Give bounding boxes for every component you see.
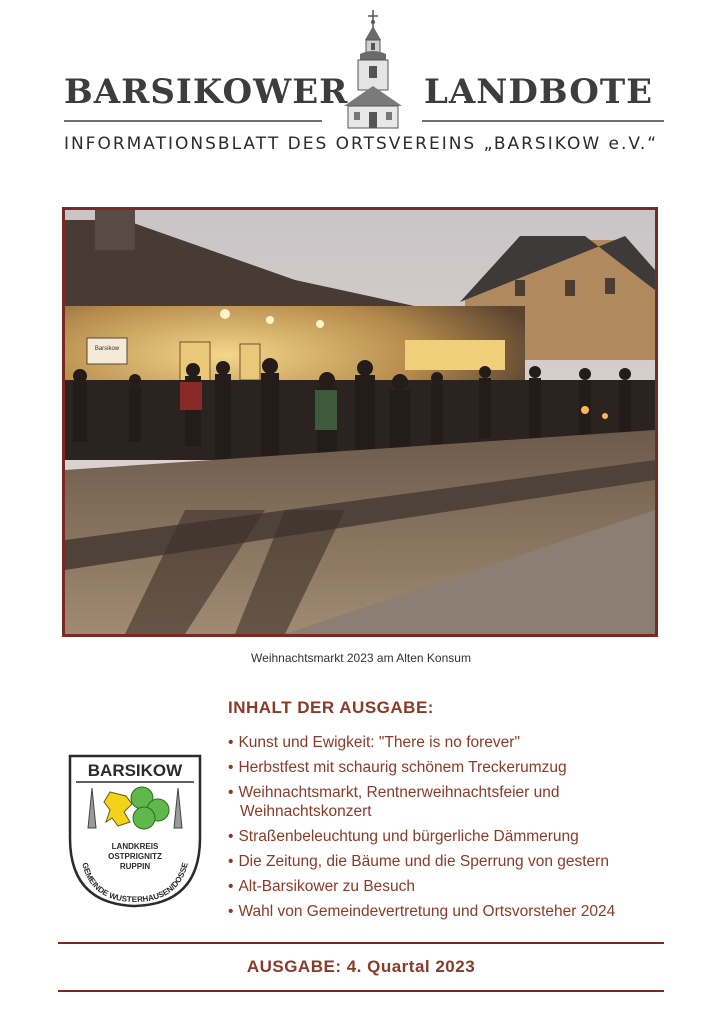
christmas-market-photo <box>65 210 655 634</box>
title-left: BARSIKOWER <box>64 72 349 112</box>
list-item <box>228 783 688 821</box>
cover-photo <box>62 207 658 637</box>
crest-name: BARSIKOW <box>87 761 183 780</box>
footer-rule-top <box>58 942 664 944</box>
masthead <box>0 0 722 170</box>
list-item: • Alt-Barsikower zu Besuch <box>228 877 688 896</box>
list-item: • Die Zeitung, die Bäume und die Sperrung von gestern <box>228 852 688 871</box>
list-item: • Kunst und Ewigkeit: "There is no forever" <box>228 733 688 752</box>
list-item-text: Weihnachtsmarkt, Rentnerweihnachtsfeier und Weihnachtskonzert <box>238 784 560 820</box>
crest-line-3: RUPPIN <box>119 862 151 871</box>
list-item: • Straßenbeleuchtung und bürgerliche Dämmerung <box>228 827 688 846</box>
photo-caption: Weihnachtsmarkt 2023 am Alten Konsum <box>251 651 471 665</box>
crest-line-2: OSTPRIGNITZ <box>108 852 162 861</box>
title-right: LANDBOTE <box>424 72 654 112</box>
crest-arc-text: GEMEINDE WUSTERHAUSEN/DOSSE <box>80 861 190 905</box>
title-rule-left <box>64 120 322 122</box>
issue-label: AUSGABE: 4. Quartal 2023 <box>246 957 476 976</box>
title-rule-right <box>422 120 664 122</box>
crest-line-1: LANDKREIS <box>111 842 159 851</box>
sign-text: Barsikow <box>94 346 120 352</box>
footer-rule-bottom <box>58 990 664 992</box>
barsikow-crest <box>66 752 204 908</box>
masthead-subtitle: INFORMATIONSBLATT DES ORTSVEREINS „BARSIKOW e.V.“ <box>63 134 659 154</box>
list-item: • Herbstfest mit schaurig schönem Treckerumzug <box>228 758 688 777</box>
contents-list <box>228 733 688 927</box>
church-tower-icon <box>340 8 406 130</box>
contents-heading: INHALT DER AUSGABE: <box>228 698 434 717</box>
list-item: • Wahl von Gemeindevertretung und Ortsvorsteher 2024 <box>228 902 688 921</box>
